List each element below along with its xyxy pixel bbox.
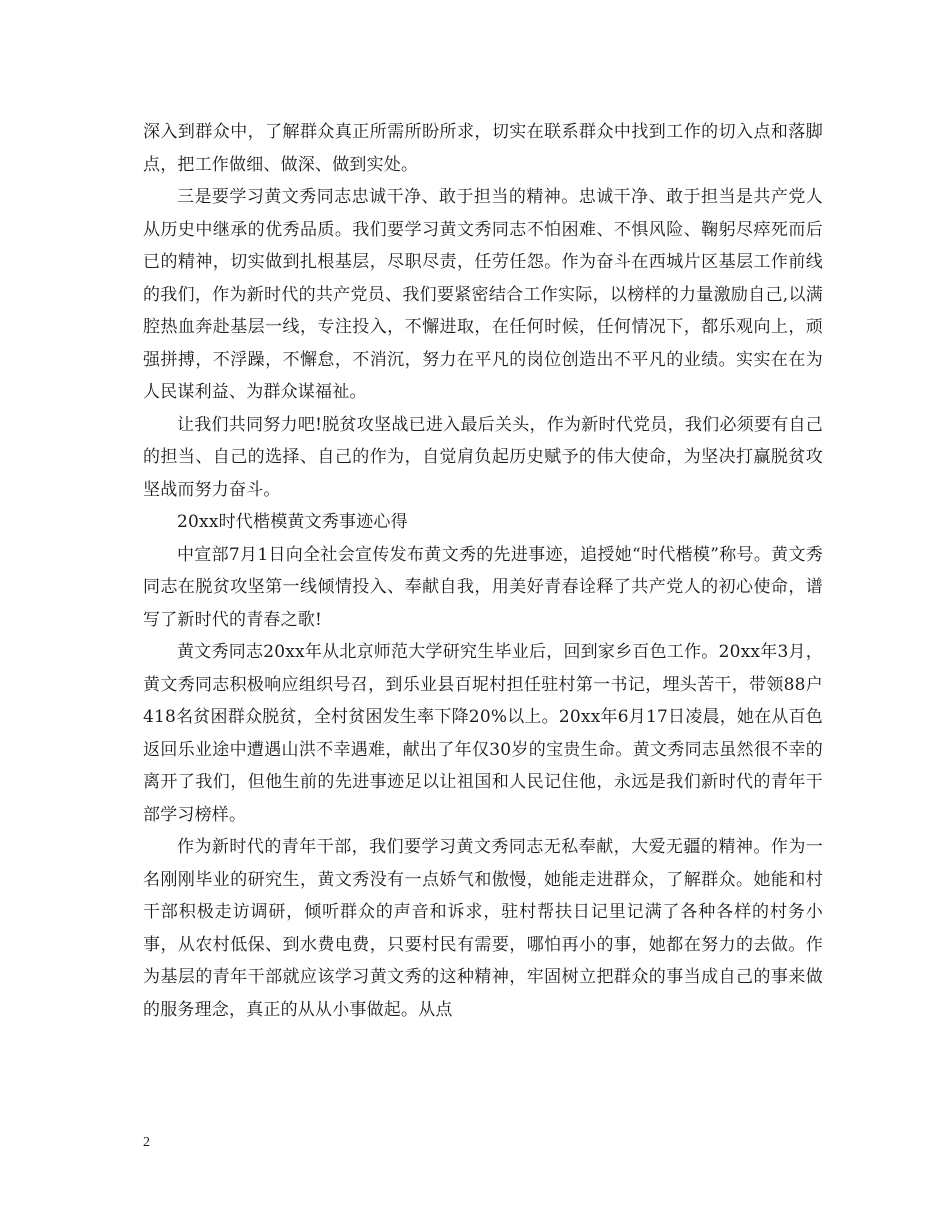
document-body: [143, 116, 823, 1026]
paragraph-7: 作为新时代的青年干部，我们要学习黄文秀同志无私奉献，大爱无疆的精神。作为一名刚刚毕业的研究生，黄文秀没有一点娇气和傲慢，她能走进群众，了解群众。她能和村干部积极走访调研，倾听群众的声音和诉求，驻村帮扶日记里记满了各种各样的村务小事，从农村低保、到水费电费，只要村民有需要，哪怕再小的事，她都在努力的去做。作为基层的青年干部就应该学习黄文秀的这种精神，牢固树立把群众的事当成自己的事来做的服务理念，真正的从从小事做起。从点: [143, 837, 823, 1020]
section-title: 20xx时代楷模黄文秀事迹心得: [177, 512, 408, 532]
paragraph-3: 让我们共同努力吧!脱贫攻坚战已进入最后关头，作为新时代党员，我们必须要有自己的担当、自己的选择、自己的作为，自觉肩负起历史赋予的伟大使命，为坚决打赢脱贫攻坚战而努力奋斗。: [143, 414, 823, 500]
paragraph-1: 深入到群众中，了解群众真正所需所盼所求，切实在联系群众中找到工作的切入点和落脚点，把工作做细、做深、做到实处。: [143, 122, 823, 175]
page-number: 2: [143, 1135, 150, 1150]
paragraph-5: 中宣部7月1日向全社会宣传发布黄文秀的先进事迹，追授她“时代楷模”称号。黄文秀同志在脱贫攻坚第一线倾情投入、奉献自我，用美好青春诠释了共产党人的初心使命，谱写了新时代的青春之歌!: [143, 544, 823, 630]
paragraph-2: 三是要学习黄文秀同志忠诚干净、敢于担当的精神。忠诚干净、敢于担当是共产党人从历史中继承的优秀品质。我们要学习黄文秀同志不怕困难、不惧风险、鞠躬尽瘁死而后已的精神，切实做到扎根基层，尽职尽责，任劳任怨。作为奋斗在西城片区基层工作前线的我们，作为新时代的共产党员、我们要紧密结合工作实际，以榜样的力量激励自己,以满腔热血奔赴基层一线，专注投入，不懈进取，在任何时候，任何情况下，都乐观向上，顽强拼搏，不浮躁，不懈怠，不消沉，努力在平凡的岗位创造出不平凡的业绩。实实在在为人民谋利益、为群众谋福祉。: [143, 187, 823, 402]
paragraph-6: 黄文秀同志20xx年从北京师范大学研究生毕业后，回到家乡百色工作。20xx年3月，黄文秀同志积极响应组织号召，到乐业县百坭村担任驻村第一书记，埋头苦干，带领88户418名贫困群众脱贫，全村贫困发生率下降20%以上。20xx年6月17日凌晨，她在从百色返回乐业途中遭遇山洪不幸遇难，献出了年仅30岁的宝贵生命。黄文秀同志虽然很不幸的离开了我们，但他生前的先进事迹足以让祖国和人民记住他，永远是我们新时代的青年干部学习榜样。: [143, 642, 823, 825]
